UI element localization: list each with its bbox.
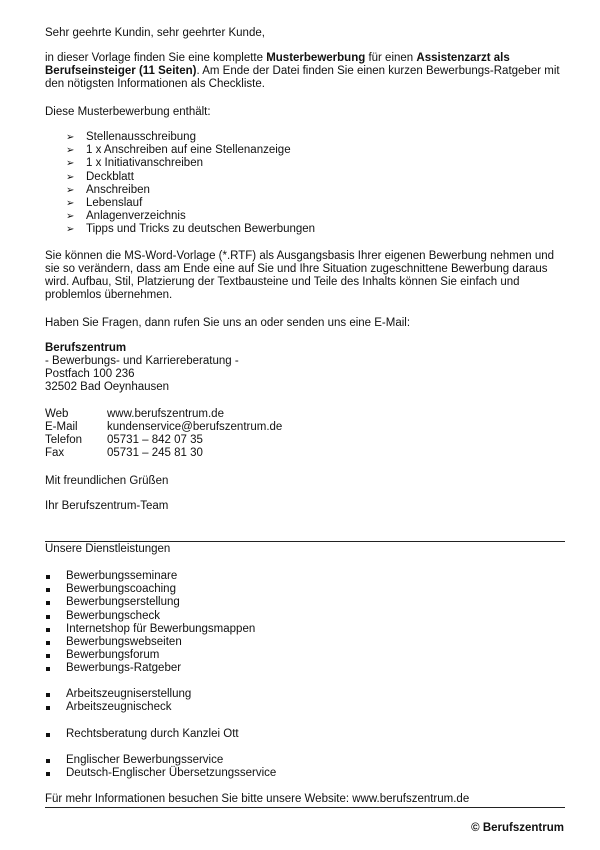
arrow-bullet-icon: ➢ [66,145,75,157]
footer-copyright: © Berufszentrum [471,822,564,834]
service-item [45,583,255,596]
contact-value: www.berufszentrum.de [107,408,224,420]
arrow-bullet-icon: ➢ [66,198,75,210]
service-item-label: Bewerbungswebseiten [66,636,182,649]
checklist-item-label: 1 x Anschreiben auf eine Stellenanzeige [86,144,291,157]
service-item-label: Englischer Bewerbungsservice [66,754,224,766]
greeting: Sehr geehrte Kundin, sehr geehrter Kunde, [45,27,265,39]
checklist-item-label: Tipps und Tricks zu deutschen Bewerbungen [86,223,316,236]
contact-value: 05731 – 245 81 30 [107,447,203,459]
contact-label: Web [45,408,69,420]
service-item [45,610,255,623]
square-bullet-icon [46,601,50,605]
service-item-label: Bewerbungscheck [66,609,160,622]
square-bullet-icon [46,667,50,671]
signature: Ihr Berufszentrum-Team [45,500,169,512]
checklist-item [66,223,315,236]
service-item-label: Bewerbungsforum [66,649,160,662]
contact-row [45,408,282,421]
contact-row [45,421,282,434]
service-item [45,728,239,741]
service-item [45,570,255,583]
square-bullet-icon [46,575,50,579]
checklist-item [66,131,315,144]
bottom-rule [45,807,565,808]
square-bullet-icon [46,733,50,737]
service-item-label: Bewerbungsseminare [66,570,178,582]
checklist [66,131,315,237]
arrow-bullet-icon: ➢ [66,171,75,183]
company-subtitle: - Bewerbungs- und Karriereberatung - [45,355,239,367]
contact-row [45,434,282,447]
contact-label: Telefon [45,434,83,446]
square-bullet-icon [46,693,50,697]
square-bullet-icon [46,772,50,776]
checklist-item-label: Stellenausschreibung [86,131,196,143]
service-item-label: Bewerbungscoaching [66,583,176,596]
service-item [45,767,276,780]
city: 32502 Bad Oeynhausen [45,381,170,393]
checklist-item-label: Deckblatt [86,170,134,183]
arrow-bullet-icon: ➢ [66,132,75,143]
company-name: Berufszentrum [45,342,127,354]
checklist-item [66,184,315,197]
square-bullet-icon [46,759,50,763]
service-item [45,596,255,609]
checklist-item-label: 1 x Initiativanschreiben [86,157,203,170]
service-item [45,649,255,662]
contact-label: E-Mail [45,421,78,433]
square-bullet-icon [46,706,50,710]
service-item-label: Bewerbungs-Ratgeber [66,662,182,675]
arrow-bullet-icon: ➢ [66,184,75,196]
service-item-label: Rechtsberatung durch Kanzlei Ott [66,728,239,740]
contact-row [45,447,282,460]
checklist-item [66,144,315,157]
service-item [45,754,276,767]
square-bullet-icon [46,654,50,658]
service-item-label: Internetshop für Bewerbungsmappen [66,622,256,635]
closing: Mit freundlichen Grüßen [45,475,169,487]
services-heading: Unsere Dienstleistungen [45,543,171,555]
service-item [45,662,255,675]
services-list-english [45,754,276,780]
service-item [45,701,191,714]
services-top-rule [45,541,565,542]
checklist-item-label: Anlagenverzeichnis [86,210,186,223]
contact-label: Fax [45,447,65,459]
square-bullet-icon [46,615,50,619]
contact-value: kundenservice@berufszentrum.de [107,421,283,433]
contents-heading: Diese Musterbewerbung enthält: [45,106,211,118]
postbox: Postfach 100 236 [45,368,135,380]
checklist-item [66,171,315,184]
contact-table [45,408,282,460]
address-block [45,342,565,394]
services-list-main [45,570,255,676]
square-bullet-icon [46,641,50,645]
service-item [45,688,191,701]
services-list-certificates [45,688,191,714]
service-item-label: Arbeitszeugnischeck [66,701,172,714]
arrow-bullet-icon: ➢ [66,158,75,170]
checklist-item-label: Anschreiben [86,183,150,196]
questions-line: Haben Sie Fragen, dann rufen Sie uns an oder senden uns eine E-Mail: [45,317,411,329]
square-bullet-icon [46,588,50,592]
services-list-legal [45,728,239,741]
checklist-item [66,210,315,223]
service-item-label: Bewerbungserstellung [66,596,180,609]
square-bullet-icon [46,628,50,632]
more-info-line: Für mehr Informationen besuchen Sie bitte unsere Website: www.berufszentrum.de [45,793,470,805]
checklist-item [66,157,315,170]
contact-value: 05731 – 842 07 35 [107,434,203,446]
service-item [45,636,255,649]
usage-paragraph: Sie können die MS-Word-Vorlage (*.RTF) als Ausgangsbasis Ihrer eigenen Bewerbung nehmen und sie so verändern, dass am Ende eine auf Sie und Ihre Situation zugeschnittene Bewerbung daraus wird. Aufbau, Stil, Platzierung der Textbausteine und Teile des Inhalts können Sie einfach und problemlos übernehmen. [45,250,555,301]
arrow-bullet-icon: ➢ [66,211,75,223]
service-item-label: Deutsch-Englischer Übersetzungsservice [66,767,277,780]
checklist-item-label: Lebenslauf [86,197,143,210]
checklist-item [66,197,315,210]
service-item [45,623,255,636]
intro-paragraph: in dieser Vorlage finden Sie eine komplette Musterbewerbung für einen Assistenzarzt als Berufseinsteiger (11 Seiten). Am Ende der Datei finden Sie einen kurzen Bewerbungs-Ratgeber mit den nötigsten Informationen als Checkliste. [45,52,560,90]
arrow-bullet-icon: ➢ [66,224,75,236]
service-item-label: Arbeitszeugniserstellung [66,688,192,700]
